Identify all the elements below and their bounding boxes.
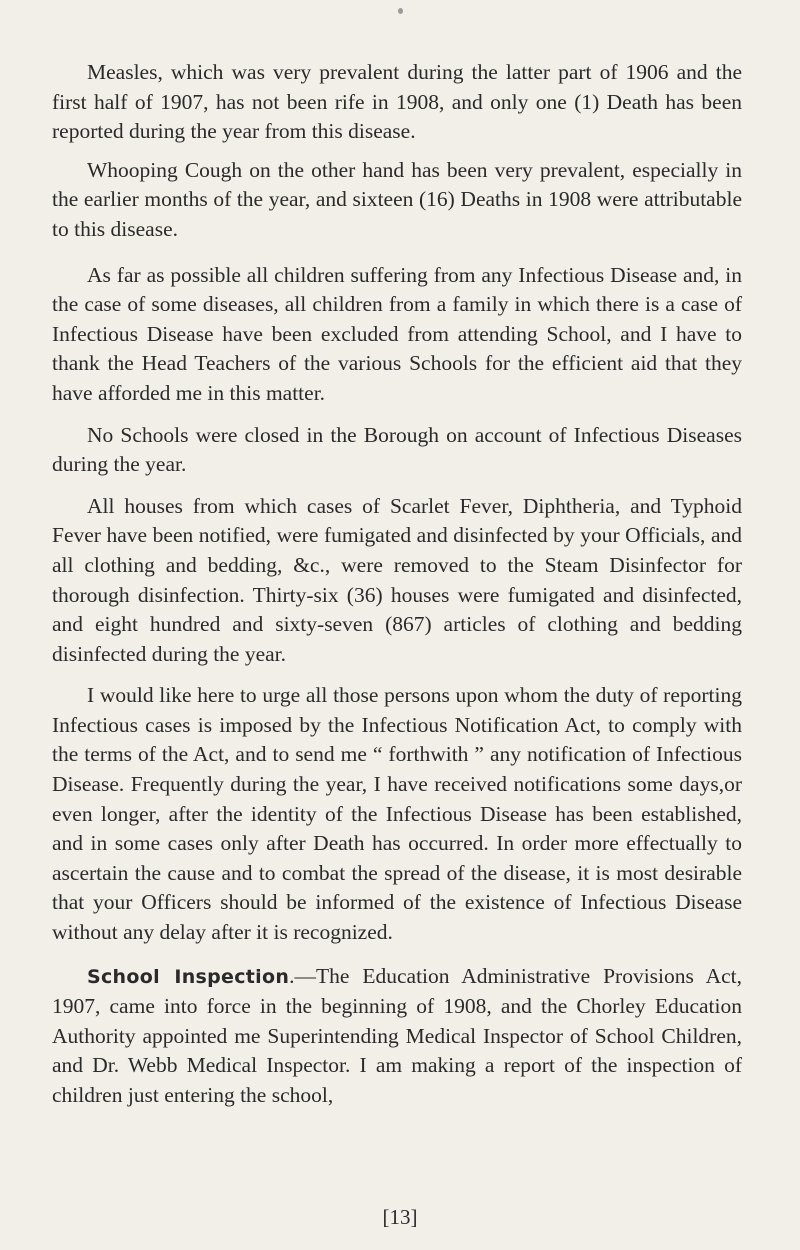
section-text: .—The Education Administrative Provisions Act, 1907, came into force in the beginning of 1908, and the Chorley Education Authority appointed me Superintending Medical Inspector of School Children, and Dr. Webb Medical Inspector. I am making a report of the inspection of children just entering the school, — [52, 963, 742, 1107]
paragraph-school-exclusion: As far as possible all children suffering from any Infectious Disease and, in the case of some diseases, all children from a family in which there is a case of Infectious Disease have been excluded from attending School, and I have to thank the Head Teachers of the various Schools for the efficient aid that they have afforded me in this matter. — [52, 262, 742, 405]
section-heading: School Inspection — [87, 965, 290, 988]
paragraph-school-inspection — [52, 962, 742, 1111]
print-speck — [398, 8, 403, 14]
paragraph-whooping-cough: Whooping Cough on the other hand has been very prevalent, especially in the earlier months of the year, and sixteen (16) Deaths in 1908 were attributable to this disease. — [52, 157, 742, 241]
paragraph-school-closures: No Schools were closed in the Borough on account of Infectious Diseases during the year. — [52, 422, 742, 477]
document-page — [52, 58, 742, 1111]
page-number: [13] — [382, 1205, 418, 1229]
paragraph-notification: I would like here to urge all those persons upon whom the duty of reporting Infectious cases is imposed by the Infectious Notification Act, to comply with the terms of the Act, and to send me “ forthwith ” any notification of Infectious Disease. Frequently during the year, I have received notifications some days,or even longer, after the identity of the Infectious Disease has been established, and in some cases only after Death has occurred. In order more effectually to ascertain the cause and to combat the spread of the disease, it is most desirable that your Officers should be informed of the existence of Infectious Disease without any delay after it is recognized. — [52, 683, 742, 945]
paragraph-measles: Measles, which was very prevalent during the latter part of 1906 and the first half of 1907, has not been rife in 1908, and only one (1) Death has been reported during the year from this disease. — [52, 60, 742, 144]
paragraph-disinfection: All houses from which cases of Scarlet Fever, Diphtheria, and Typhoid Fever have been notified, were fumigated and disinfected by your Officials, and all clothing and bedding, &c., were removed to the Steam Disinfector for thorough disinfection. Thirty-six (36) houses were fumigated and disinfected, and eight hundred and sixty-seven (867) articles of clothing and bedding disinfected during the year. — [52, 493, 742, 666]
